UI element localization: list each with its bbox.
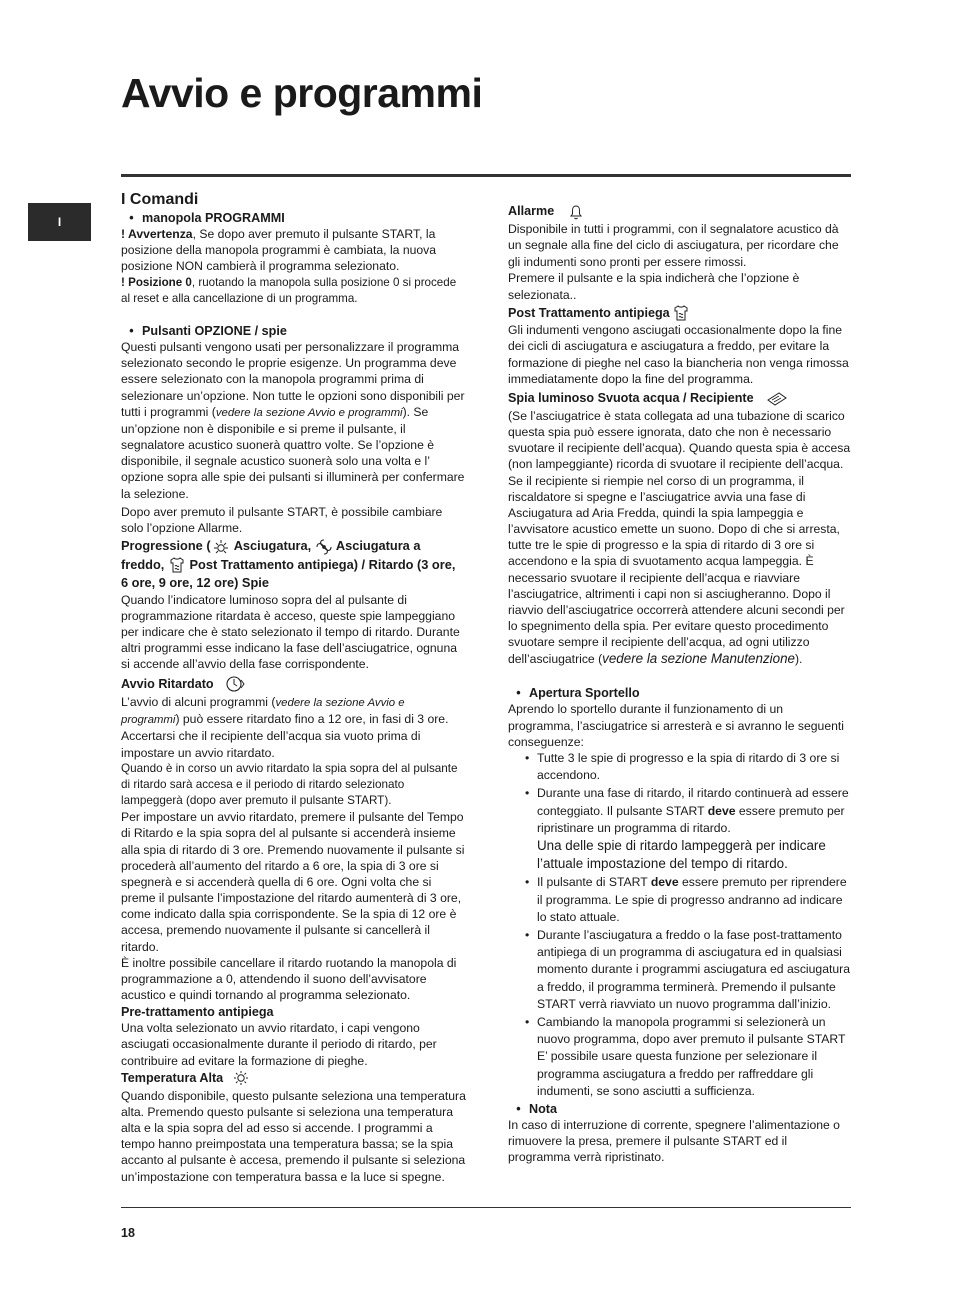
footer-divider	[121, 1207, 851, 1208]
pre-trattamento-heading: Pre-trattamento antipiega	[121, 1005, 274, 1020]
progressione-paragraph: Quando l’indicatore luminoso sopra del al pulsante di programmazione ritardata è acceso, queste spie lampeggiano per indicare che è stato selezionato il tempo di ritardo. Durante altri programmi esse indicano la fase dell’asciugatrice, ognuna si accende all’avvio della fase corrispondente.	[121, 592, 460, 672]
manopola-heading: • manopola PROGRAMMI	[121, 210, 466, 226]
opzione-paragraph-2: Dopo aver premuto il pulsante START, è possibile cambiare solo l’opzione Allarme.	[121, 504, 443, 535]
pre-trattamento-paragraph: Una volta selezionato un avvio ritardato, i capi vengono asciugati occasionalmente durante il periodo di ritardo, per contribuire ad evitare la formazione di pieghe.	[121, 1021, 437, 1068]
post-trattamento-paragraph: Gli indumenti vengono asciugati occasionalmente dopo la fine dei cicli di asciugatura e asciugatura a freddo, per evitare la formazione di pieghe nel caso la biancheria non venga rimossa immediatamente dopo la fine del programma.	[508, 323, 849, 386]
opzione-heading: • Pulsanti OPZIONE / spie	[121, 323, 466, 339]
list-item: • Cambiando la manopola programmi si selezionerà un nuovo programma, dopo aver premuto il pulsante START E’ possibile usare questa funzione per selezionare il programma asciugatura a freddo per raffreddare gli indumenti, se sono asciutti a sufficienza.	[537, 1014, 852, 1100]
allarme-paragraph-1: Disponibile in tutti i programmi, con il segnalatore acustico dà un segnale alla fine del ciclo di asciugatura, per ricordare che gli indumenti sono pronti per essere rimossi.	[508, 221, 839, 269]
temperatura-heading: Temperatura Alta	[121, 1069, 466, 1088]
avvio-paragraph-3: Per impostare un avvio ritardato, premere il pulsante del Tempo di Ritardo e la spia sopra del al pulsante si accenderà insieme alla spia di ritardo di 3 ore. Premendo nuovamente il pulsante si procederà all’aumento del ritardo a 6 ore, la spia di 3 ore si spegnerà e si accenderà quella di 6 ore. Ogni volta che si preme il pulsante l’impostazione del ritardo aumenterà di 3 ore, come indicato dalla spia corrispondente. Se la spia di 12 ore è accesa, premendo nuovamente il pulsante si cancellerà il ritardo.	[121, 810, 465, 954]
avvio-ritardato-heading: Avvio Ritardato	[121, 674, 466, 695]
spia-paragraph: (Se l’asciugatrice è stata collegata ad una tubazione di scarico questa spia può essere ignorata, dato che non è necessario svuotare il recipiente dell’acqua). Quando questa spia è accesa (non lampeggiante) ricorda di svuotare il recipiente dell’acqua. Se il recipiente si riempie nel corso di un programma, il riscaldatore si spegne e l’asciugatrice avvia una fase di Asciugatura ad Aria Fredda, quindi la spia lampeggia e l’avvisatore acustico emette un suono. Dopo di che si arresta, tutte tre le spie di progresso e la spia di ritardo di 3 ore si accendono e la spia di svuotamento acqua lampeggia. È necessario svuotare il recipiente dell’acqua e riavviare l’asciugatrice, altrimenti i capi non si asciugheranno. Dopo il riavvio dell’asciugatrice occorrerà attendere alcuni secondi per lo spegnimento della spia. Per evitare questo procedimento svuotare sempre il recipiente dell’acqua, ad ogni utilizzo dell’asciugatrice (vedere la sezione Manutenzione).	[508, 408, 851, 667]
right-column	[508, 202, 852, 1166]
allarme-paragraph-2: Premere il pulsante e la spia indicherà che l’opzione è selezionata..	[508, 271, 800, 303]
asciugatura-sun-icon	[211, 539, 231, 555]
post-trattamento-heading: Post Trattamento antipiega	[508, 304, 852, 323]
left-column	[121, 190, 466, 1185]
apertura-heading: • Apertura Sportello	[508, 685, 852, 701]
nota-paragraph: In caso di interruzione di corrente, spegnere l’alimentazione o rimuovere la presa, premere il pulsante START ed il programma verrà ripristinato.	[508, 1118, 840, 1165]
asciugatura-freddo-icon	[315, 538, 333, 556]
list-item: • Durante l’asciugatura a freddo o la fase post-trattamento antipiega di un programma di asciugatura ed in qualsiasi momento durante i programmi asciugatura ed asciugatura a freddo, il programma terminerà. Premendo il pulsante START verrà riavviato un nuovo programma dall’inizio.	[537, 927, 852, 1013]
apertura-paragraph: Aprendo lo sportello durante il funzionamento di un programma, l’asciugatrice si arresterà e si avranno le seguenti conseguenze:	[508, 702, 844, 749]
post-antipiega-shirt-icon	[672, 304, 690, 322]
page-title: Avvio e programmi	[121, 70, 483, 116]
antipiega-shirt-icon	[168, 556, 186, 574]
spia-heading: Spia luminoso Svuota acqua / Recipiente	[508, 388, 852, 408]
section-title: I Comandi	[121, 191, 199, 208]
avvertenza-paragraph: ! Avvertenza, Se dopo aver premuto il pulsante START, la posizione della manopola programmi è cambiata, la nuova posizione NON cambierà il programma selezionato.	[121, 227, 437, 274]
language-tab: I	[28, 203, 91, 241]
bell-icon	[566, 203, 586, 221]
avvio-paragraph-2: Quando è in corso un avvio ritardato la spia sopra del al pulsante di ritardo sarà accesa e il periodo di ritardo selezionato lampeggerà (dopo aver premuto il pulsante START).	[121, 761, 458, 808]
opzione-paragraph: Questi pulsanti vengono usati per personalizzare il programma selezionato secondo le proprie esigenze. Un programma deve essere selezionato con la manopola programmi prima di selezionare un’opzione. Non tutte le opzioni sono disponibili per tutti i programmi (vedere la sezione Avvio e programmi). Se un’opzione non è disponibile e si preme il pulsante, il segnalatore acustico suonerà quattro volte. Se l’opzione è disponibile, il segnale acustico suonerà solo una volta e l’ opzione sopra alle spie dei pulsanti si illuminerà per confermare la selezione.	[121, 340, 465, 501]
nota-heading: • Nota	[508, 1101, 852, 1117]
list-item: • Il pulsante di START deve essere premuto per riprendere il programma. Le spie di progresso andranno ad indicare lo stato attuale.	[537, 874, 852, 926]
progressione-heading: Progressione ( Asciugatura, Asciugatura a freddo, Post Trattamento antipiega) / Ritardo (3 ore, 6 ore, 9 ore, 12 ore) Spie	[121, 537, 456, 591]
posizione-paragraph: ! Posizione 0, ruotando la manopola sulla posizione 0 si procede al reset e alla cancellazione di un programma.	[121, 275, 457, 305]
temperatura-paragraph: Quando disponibile, questo pulsante seleziona una temperatura alta. Premendo questo pulsante si seleziona una temperatura alta e la spia sopra del ad esso si accende. I programmi a tempo hanno preimpostata una temperatura bassa; se la spia accanto al pulsante è accesa, premendo il pulsante si seleziona un’impostazione con temperatura bassa e la luce si spegne.	[121, 1088, 466, 1184]
list-item: • Durante una fase di ritardo, il ritardo continuerà ad essere conteggiato. Il pulsante START deve essere premuto per ripristinare un programma di ritardo. Una delle spie di ritardo lampeggerà per indicare l’attuale impostazione del tempo di ritardo.	[537, 785, 852, 873]
title-divider	[121, 174, 851, 177]
avvio-paragraph-4: È inoltre possibile cancellare il ritardo ruotando la manopola di programmazione a 0, attendendo il suono dell’avvisatore acustico e quindi tornando al programma selezionato.	[121, 955, 457, 1002]
water-container-icon	[765, 390, 789, 408]
high-temperature-sun-icon	[231, 1070, 251, 1086]
delay-timer-icon	[223, 674, 247, 694]
allarme-heading: Allarme	[508, 202, 852, 221]
avvio-paragraph-1: L’avvio di alcuni programmi (vedere la sezione Avvio e programmi) può essere ritardato fino a 12 ore, in fasi di 3 ore. Accertarsi che il recipiente dell’acqua sia vuoto prima di impostare un avvio ritardato.	[121, 695, 449, 760]
apertura-list	[508, 750, 852, 1100]
page-number: 18	[121, 1226, 135, 1240]
list-item: • Tutte 3 le spie di progresso e la spia di ritardo di 3 ore si accendono.	[537, 750, 852, 784]
